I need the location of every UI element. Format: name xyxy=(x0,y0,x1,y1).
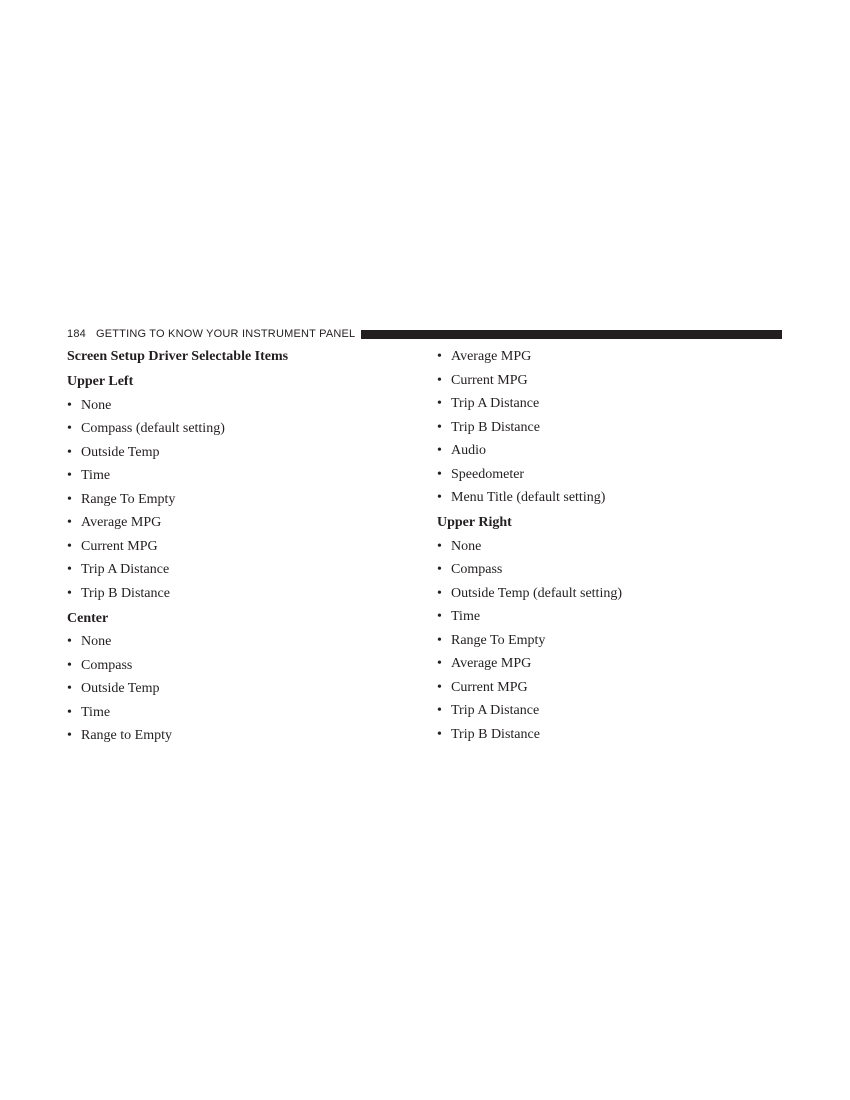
list-item: • Compass xyxy=(437,558,782,582)
list-item: • Time xyxy=(67,464,407,488)
list-item: • None xyxy=(67,630,407,654)
list-item: • Compass (default setting) xyxy=(67,417,407,441)
list-item: • Average MPG xyxy=(67,511,407,535)
list-item: • Average MPG xyxy=(437,345,782,369)
list-item: • Current MPG xyxy=(437,676,782,700)
list-item: • Compass xyxy=(67,654,407,678)
bullet: • xyxy=(437,726,442,742)
list-item: • Range To Empty xyxy=(67,488,407,512)
bullet: • xyxy=(437,466,442,482)
upper-left-heading: Upper Left xyxy=(67,374,134,389)
bullet: • xyxy=(437,349,442,364)
bullet: • xyxy=(437,538,442,554)
bullet: • xyxy=(437,443,442,458)
list-item: • Trip B Distance xyxy=(67,582,407,606)
bullet: • xyxy=(437,679,442,695)
bullet: • xyxy=(437,585,442,601)
center-heading: Center xyxy=(67,610,109,626)
header-bar xyxy=(361,330,782,339)
list-item: • Trip B Distance xyxy=(437,723,782,747)
right-column xyxy=(437,345,782,746)
bullet: • xyxy=(437,703,442,718)
list-item: • Range to Empty xyxy=(67,724,407,748)
list-item: • Time xyxy=(437,605,782,629)
list-item: • Trip A Distance xyxy=(437,392,782,416)
bullet: • xyxy=(437,490,442,505)
list-item: • Menu Title (default setting) xyxy=(437,486,782,510)
screen-setup-title: Screen Setup Driver Selectable Items xyxy=(67,349,289,364)
list-item: • Trip A Distance xyxy=(437,699,782,723)
left-column xyxy=(67,345,407,748)
list-item: • Time xyxy=(67,701,407,725)
list-item: • Outside Temp xyxy=(67,677,407,701)
list-item: • None xyxy=(437,535,782,559)
bullet: • xyxy=(67,681,72,696)
section-title: GETTING TO KNOW YOUR INSTRUMENT PANEL xyxy=(95,328,356,340)
bullet: • xyxy=(67,468,72,483)
bullet: • xyxy=(67,704,72,720)
bullet: • xyxy=(67,585,72,601)
page-header xyxy=(67,327,782,341)
list-item: • Outside Temp (default setting) xyxy=(437,582,782,606)
list-item: • Audio xyxy=(437,439,782,463)
bullet: • xyxy=(67,728,72,743)
bullet: • xyxy=(437,396,442,411)
bullet: • xyxy=(67,444,72,460)
list-item: • Range To Empty xyxy=(437,629,782,653)
bullet: • xyxy=(67,538,72,554)
upper-right-heading: Upper Right xyxy=(437,515,512,530)
bullet: • xyxy=(67,562,72,577)
list-item: • Outside Temp xyxy=(67,441,407,465)
list-item: • Speedometer xyxy=(437,463,782,487)
center-list xyxy=(67,630,407,748)
list-item: • Trip A Distance xyxy=(67,558,407,582)
bullet: • xyxy=(437,656,442,671)
bullet: • xyxy=(437,372,442,388)
bullet: • xyxy=(437,632,442,648)
list-item: • Trip B Distance xyxy=(437,416,782,440)
center-continued-list xyxy=(437,345,782,510)
bullet: • xyxy=(67,634,72,649)
bullet: • xyxy=(437,562,442,577)
upper-left-list xyxy=(67,394,407,606)
bullet: • xyxy=(437,609,442,624)
bullet: • xyxy=(67,657,72,673)
upper-right-list xyxy=(437,535,782,747)
bullet: • xyxy=(437,419,442,435)
bullet: • xyxy=(67,491,72,507)
bullet: • xyxy=(67,515,72,530)
bullet: • xyxy=(67,397,72,413)
list-item: • None xyxy=(67,394,407,418)
list-item: • Current MPG xyxy=(67,535,407,559)
page-number: 184 xyxy=(67,328,86,340)
list-item: • Current MPG xyxy=(437,369,782,393)
list-item: • Average MPG xyxy=(437,652,782,676)
bullet: • xyxy=(67,421,72,436)
